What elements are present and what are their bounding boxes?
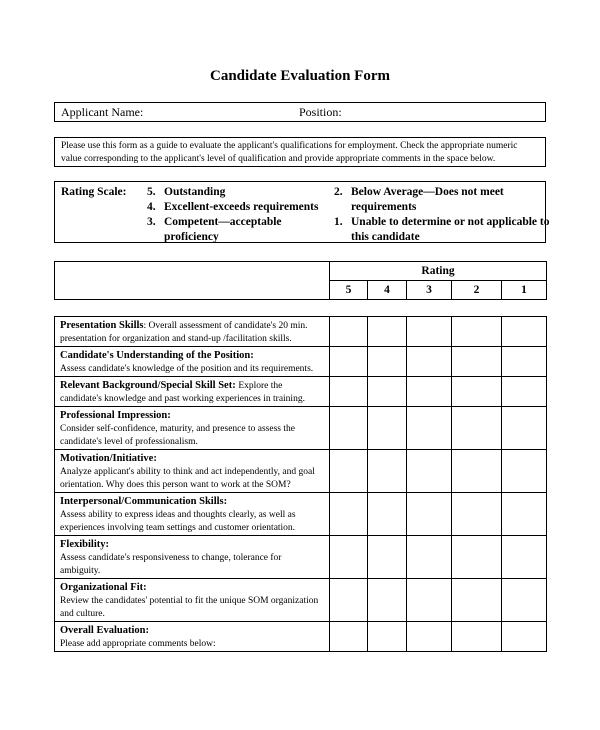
rating-checkbox-2[interactable]: [452, 622, 502, 652]
criteria-description: Professional Impression: Consider self-confidence, maturity, and presence to assess the candidate's level of professionalism.: [55, 407, 330, 450]
rating-checkbox-5[interactable]: [330, 536, 368, 579]
criteria-row: [55, 536, 547, 579]
rating-checkbox-5[interactable]: [330, 347, 368, 377]
rating-checkbox-1[interactable]: [502, 377, 547, 407]
rating-value-3: 3: [407, 281, 452, 300]
criteria-title: Motivation/Initiative:: [60, 453, 157, 464]
applicant-name-label: Applicant Name:: [61, 105, 144, 119]
rating-header-table: [54, 261, 547, 300]
rating-checkbox-2[interactable]: [452, 579, 502, 622]
scale-item: requirements: [351, 201, 417, 213]
rating-checkbox-5[interactable]: [330, 450, 368, 493]
criteria-description: Overall Evaluation: Please add appropriate comments below:: [55, 622, 330, 652]
rating-header-label: Rating: [330, 262, 547, 281]
rating-checkbox-4[interactable]: [368, 317, 407, 347]
rating-checkbox-5[interactable]: [330, 493, 368, 536]
criteria-description: Candidate's Understanding of the Position: Assess candidate's knowledge of the position and its requirements.: [55, 347, 330, 377]
criteria-description: Organizational Fit: Review the candidates' potential to fit the unique SOM organization and culture.: [55, 579, 330, 622]
criteria-title: Professional Impression:: [60, 410, 171, 421]
rating-checkbox-3[interactable]: [407, 347, 452, 377]
rating-checkbox-3[interactable]: [407, 450, 452, 493]
rating-scale-label: Rating Scale:: [61, 186, 127, 198]
criteria-title: Relevant Background/Special Skill Set:: [60, 380, 239, 391]
scale-item: 5. Outstanding: [147, 186, 226, 198]
criteria-description: Interpersonal/Communication Skills: Assess ability to express ideas and thoughts clearly, as well as experiences involving team settings and customer orientation.: [55, 493, 330, 536]
rating-checkbox-1[interactable]: [502, 579, 547, 622]
criteria-description: Presentation Skills: Overall assessment of candidate's 20 min. presentation for organization and stand-up /facilitation skills.: [55, 317, 330, 347]
rating-checkbox-2[interactable]: [452, 317, 502, 347]
rating-checkbox-3[interactable]: [407, 377, 452, 407]
criteria-row: [55, 407, 547, 450]
criteria-title: Candidate's Understanding of the Position:: [60, 350, 254, 361]
rating-checkbox-1[interactable]: [502, 493, 547, 536]
criteria-description: Motivation/Initiative: Analyze applicant's ability to think and act independently, and goal orientation. Why does this person want to work at the SOM?: [55, 450, 330, 493]
rating-checkbox-3[interactable]: [407, 579, 452, 622]
criteria-row: [55, 622, 547, 652]
form-title: Candidate Evaluation Form: [209, 68, 390, 84]
rating-checkbox-5[interactable]: [330, 407, 368, 450]
rating-checkbox-4[interactable]: [368, 377, 407, 407]
rating-checkbox-5[interactable]: [330, 622, 368, 652]
instructions-text: Please use this form as a guide to evaluate the applicant's qualifications for employment. Check the appropriate numeric value corresponding to the applicant's level of qualification and provide appropriate comments in the space below.: [61, 141, 518, 164]
scale-item: this candidate: [351, 231, 420, 243]
rating-checkbox-2[interactable]: [452, 407, 502, 450]
rating-value-1: 1: [502, 281, 547, 300]
rating-checkbox-3[interactable]: [407, 536, 452, 579]
rating-checkbox-1[interactable]: [502, 622, 547, 652]
rating-checkbox-1[interactable]: [502, 450, 547, 493]
rating-checkbox-2[interactable]: [452, 450, 502, 493]
criteria-title: Overall Evaluation:: [60, 625, 149, 636]
rating-checkbox-2[interactable]: [452, 536, 502, 579]
rating-value-4: 4: [368, 281, 407, 300]
criteria-row: [55, 579, 547, 622]
criteria-description: Flexibility: Assess candidate's responsiveness to change, tolerance for ambiguity.: [55, 536, 330, 579]
criteria-description: Relevant Background/Special Skill Set: Explore the candidate's knowledge and past working experiences in training.: [55, 377, 330, 407]
rating-checkbox-1[interactable]: [502, 407, 547, 450]
rating-checkbox-4[interactable]: [368, 536, 407, 579]
rating-checkbox-5[interactable]: [330, 579, 368, 622]
criteria-row: [55, 347, 547, 377]
instructions-box: [54, 137, 546, 167]
criteria-table: [54, 316, 547, 652]
applicant-info-box: [54, 102, 546, 122]
scale-item: 2. Below Average—Does not meet: [334, 186, 504, 198]
rating-checkbox-3[interactable]: [407, 493, 452, 536]
rating-checkbox-3[interactable]: [407, 407, 452, 450]
rating-checkbox-2[interactable]: [452, 347, 502, 377]
rating-scale-box: [54, 181, 550, 243]
rating-checkbox-1[interactable]: [502, 317, 547, 347]
criteria-title: Organizational Fit:: [60, 582, 147, 593]
scale-item: 1. Unable to determine or not applicable to: [334, 216, 550, 228]
rating-checkbox-5[interactable]: [330, 317, 368, 347]
rating-checkbox-4[interactable]: [368, 622, 407, 652]
rating-checkbox-4[interactable]: [368, 450, 407, 493]
criteria-row: [55, 493, 547, 536]
scale-item: 4. Excellent-exceeds requirements: [147, 201, 319, 213]
rating-checkbox-4[interactable]: [368, 579, 407, 622]
criteria-row: [55, 450, 547, 493]
rating-header-blank: [55, 262, 330, 300]
rating-checkbox-3[interactable]: [407, 622, 452, 652]
rating-checkbox-4[interactable]: [368, 493, 407, 536]
criteria-title: Interpersonal/Communication Skills:: [60, 496, 228, 507]
rating-checkbox-5[interactable]: [330, 377, 368, 407]
criteria-row: [55, 377, 547, 407]
rating-checkbox-4[interactable]: [368, 407, 407, 450]
scale-item: 3. Competent—acceptable: [147, 216, 282, 228]
rating-checkbox-1[interactable]: [502, 347, 547, 377]
criteria-row: [55, 317, 547, 347]
rating-checkbox-2[interactable]: [452, 377, 502, 407]
rating-checkbox-3[interactable]: [407, 317, 452, 347]
criteria-title: Presentation Skills: [60, 320, 144, 331]
criteria-title: Flexibility:: [60, 539, 109, 550]
rating-value-5: 5: [330, 281, 368, 300]
rating-checkbox-4[interactable]: [368, 347, 407, 377]
rating-value-2: 2: [452, 281, 502, 300]
position-label: Position:: [299, 105, 342, 119]
rating-checkbox-2[interactable]: [452, 493, 502, 536]
rating-checkbox-1[interactable]: [502, 536, 547, 579]
scale-item: proficiency: [164, 231, 219, 243]
